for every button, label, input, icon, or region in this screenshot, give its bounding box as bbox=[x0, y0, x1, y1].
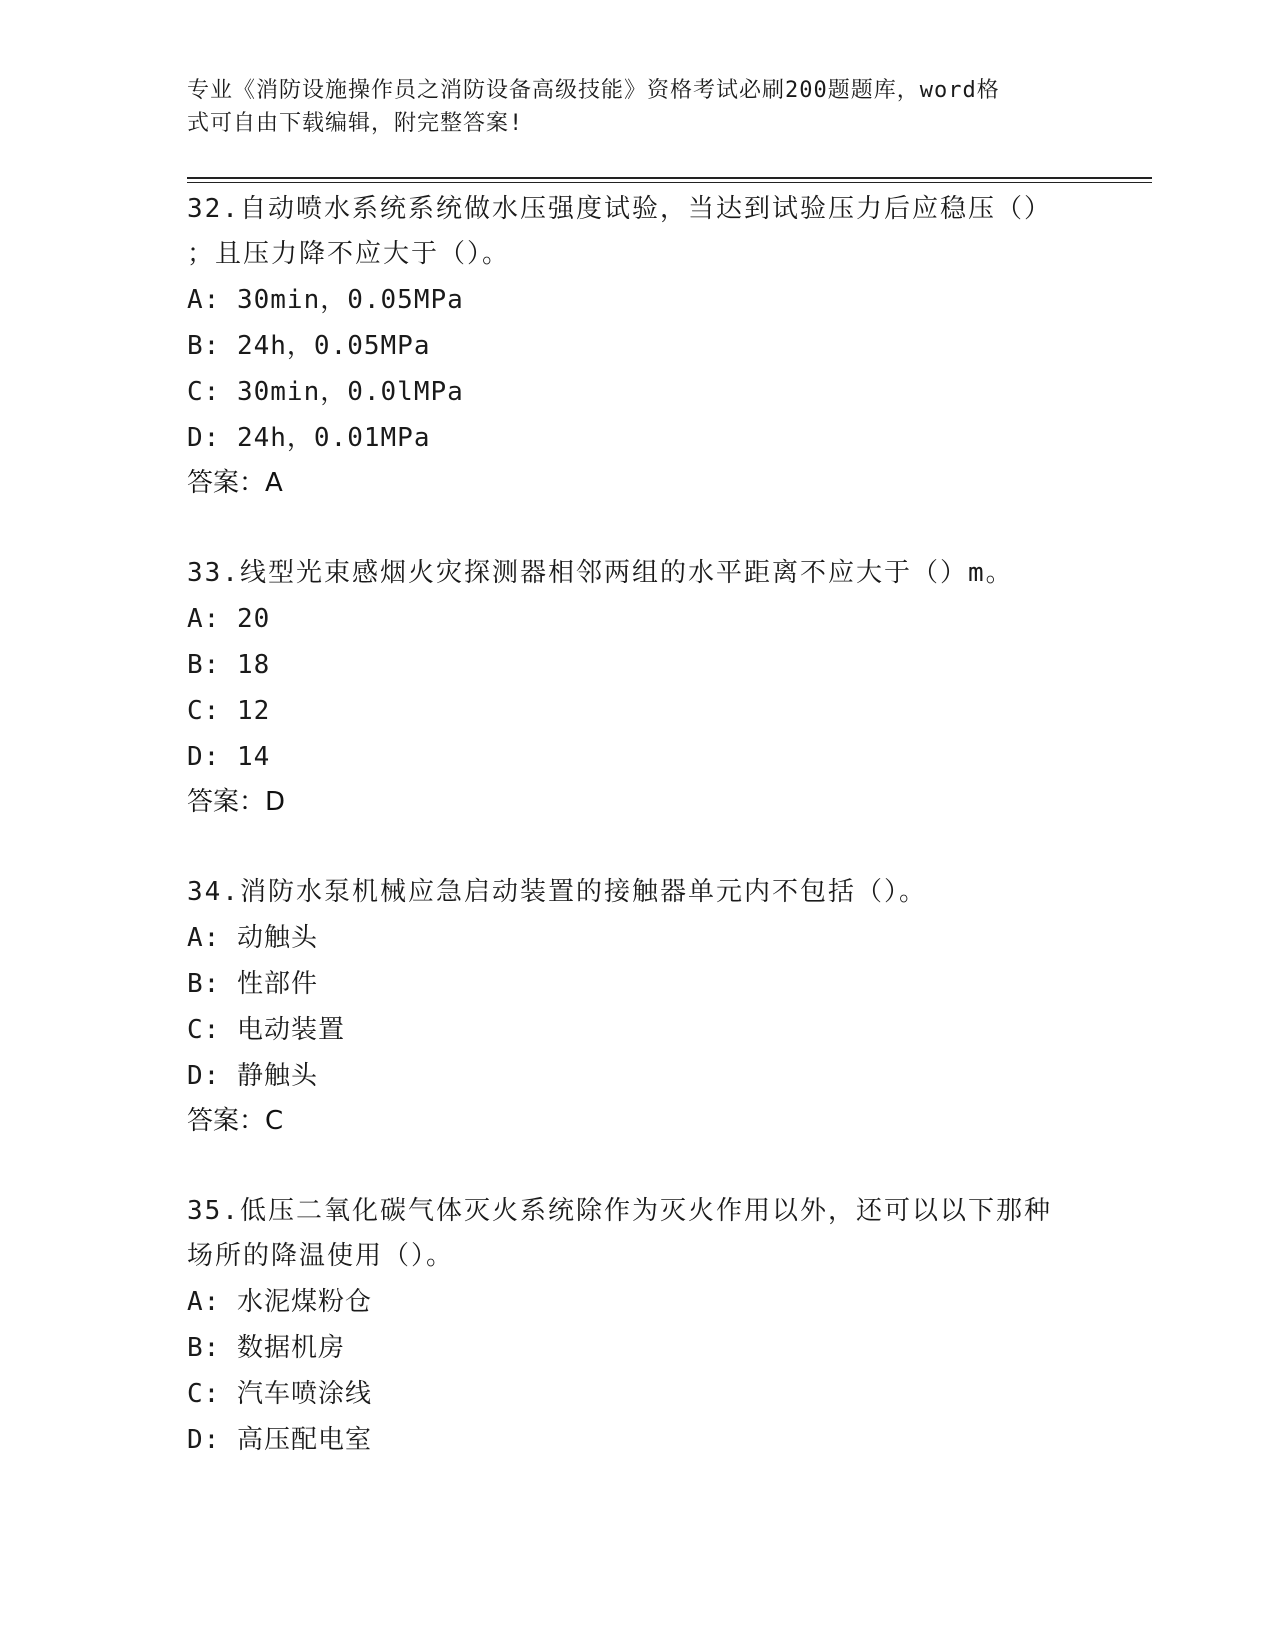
header-divider-thin bbox=[187, 182, 1152, 183]
option-a: A: 20 bbox=[187, 604, 271, 634]
option-d: D: 静触头 bbox=[187, 1061, 318, 1091]
answer-label: 答案：C bbox=[187, 1106, 284, 1136]
answer-label: 答案：D bbox=[187, 787, 286, 817]
document-header bbox=[187, 74, 1067, 140]
question-32 bbox=[187, 187, 1087, 505]
option-c: C: 电动装置 bbox=[187, 1015, 345, 1045]
question-text: 32.自动喷水系统系统做水压强度试验，当达到试验压力后应稳压（） bbox=[187, 194, 1052, 224]
question-text-cont: 场所的降温使用（）。 bbox=[187, 1241, 455, 1271]
option-a: A: 水泥煤粉仓 bbox=[187, 1287, 372, 1317]
option-d: D: 高压配电室 bbox=[187, 1425, 372, 1455]
question-34 bbox=[187, 870, 1087, 1143]
option-b: B: 18 bbox=[187, 650, 271, 680]
question-list bbox=[187, 187, 1087, 1509]
header-line-1: 专业《消防设施操作员之消防设备高级技能》资格考试必刷200题题库，word格 bbox=[187, 78, 1000, 103]
option-d: D: 24h，0.01MPa bbox=[187, 423, 431, 453]
answer-label: 答案：A bbox=[187, 468, 283, 498]
question-text-cont: ；且压力降不应大于（）。 bbox=[187, 239, 511, 269]
option-b: B: 24h，0.05MPa bbox=[187, 331, 431, 361]
option-d: D: 14 bbox=[187, 742, 271, 772]
option-a: A: 30min，0.05MPa bbox=[187, 285, 464, 315]
question-33 bbox=[187, 551, 1087, 824]
option-a: A: 动触头 bbox=[187, 923, 318, 953]
option-b: B: 性部件 bbox=[187, 969, 318, 999]
option-c: C: 12 bbox=[187, 696, 271, 726]
question-text: 33.线型光束感烟火灾探测器相邻两组的水平距离不应大于（）m。 bbox=[187, 558, 1014, 588]
question-text: 35.低压二氧化碳气体灭火系统除作为灭火作用以外，还可以以下那种 bbox=[187, 1196, 1052, 1226]
header-line-2: 式可自由下载编辑，附完整答案! bbox=[187, 111, 524, 136]
option-b: B: 数据机房 bbox=[187, 1333, 345, 1363]
question-text: 34.消防水泵机械应急启动装置的接触器单元内不包括（）。 bbox=[187, 877, 927, 907]
option-c: C: 汽车喷涂线 bbox=[187, 1379, 372, 1409]
option-c: C: 30min，0.0lMPa bbox=[187, 377, 464, 407]
question-35 bbox=[187, 1189, 1087, 1463]
header-divider-thick bbox=[187, 177, 1152, 179]
